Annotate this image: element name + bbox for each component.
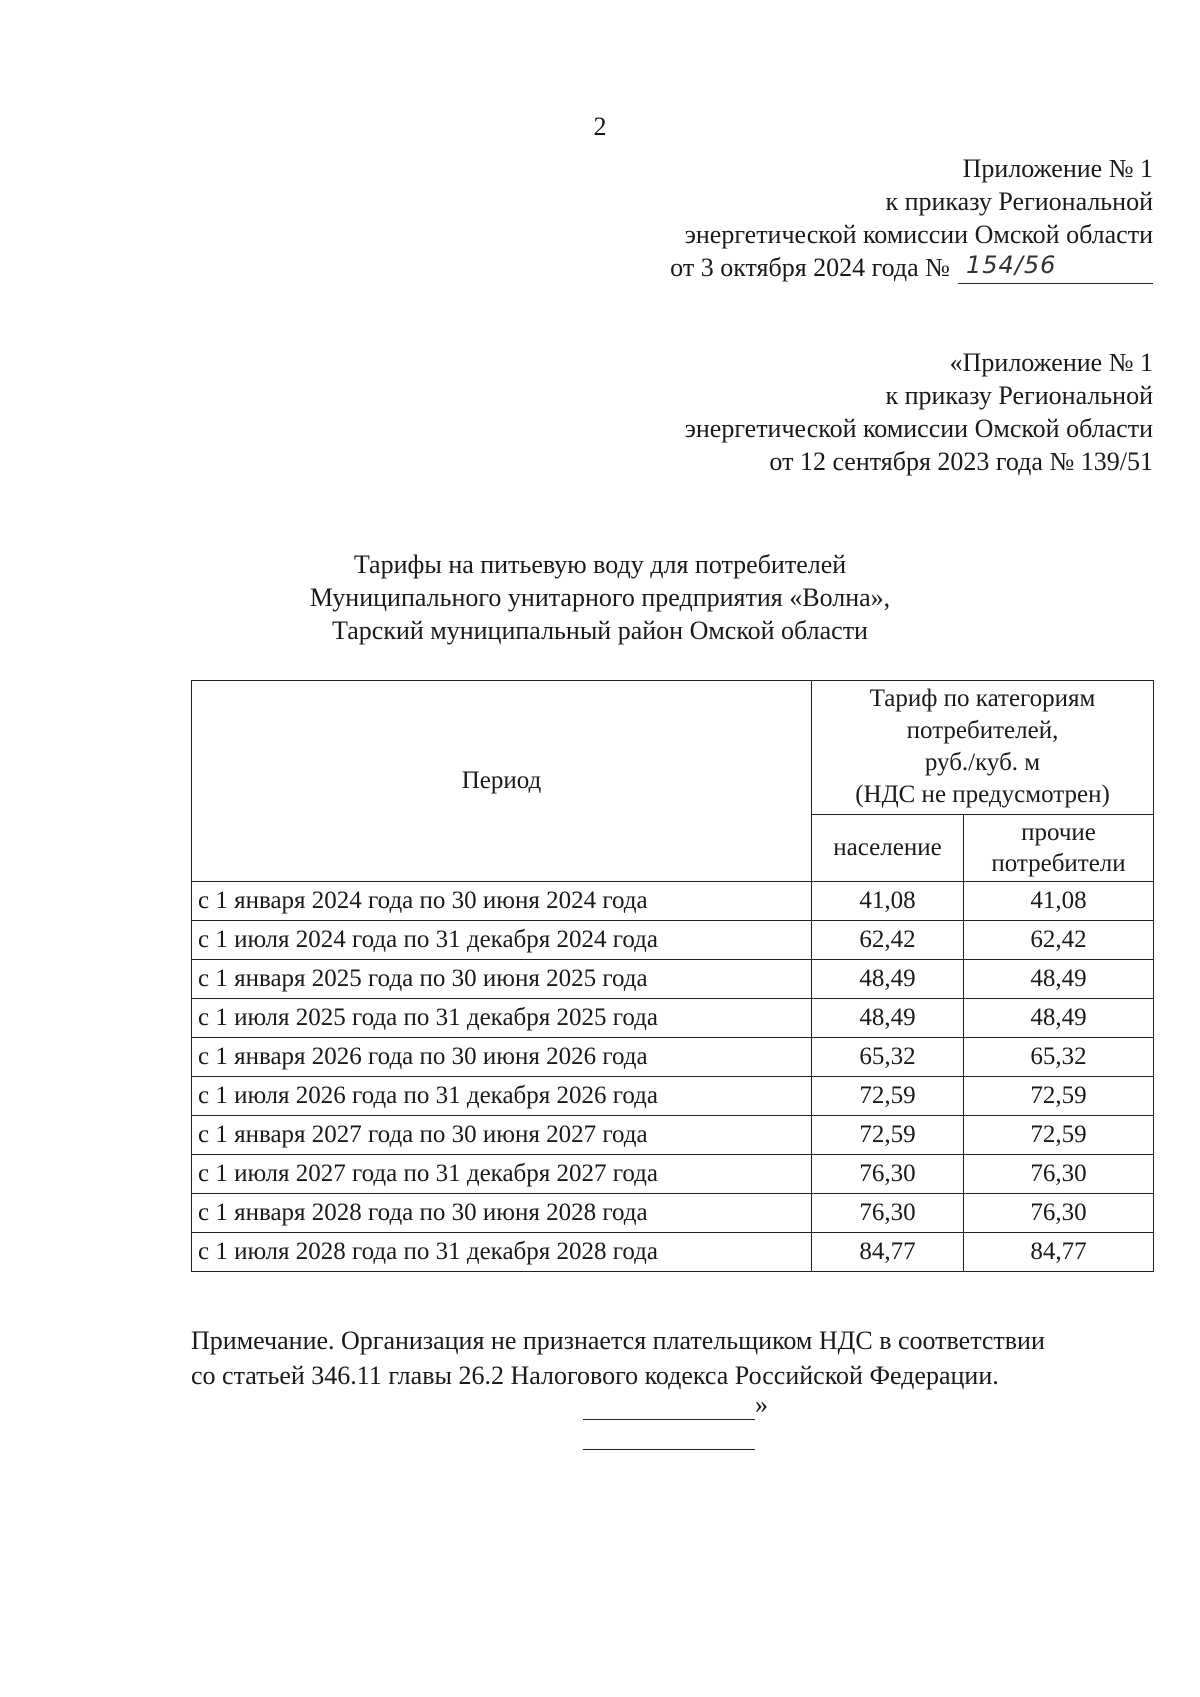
table-row [192,921,1154,960]
row-other-tariff: 72,59 [964,1077,1154,1116]
row-other-tariff: 65,32 [964,1038,1154,1077]
order-number-field [958,253,1153,284]
handwritten-order-number: 154/56 [966,251,1057,279]
title-line-3: Тарский муниципальный район Омской области [332,616,868,645]
table-row [192,960,1154,999]
row-period: с 1 января 2025 года по 30 июня 2025 года [192,960,812,999]
header-other-line-2: потребители [991,849,1126,877]
header-tariff-line-4: (НДС не предусмотрен) [855,781,1110,809]
row-period: с 1 июля 2028 года по 31 декабря 2028 года [192,1233,812,1272]
header-tariff [812,681,1154,815]
table-row [192,999,1154,1038]
row-other-tariff: 76,30 [964,1155,1154,1194]
row-population-tariff: 41,08 [812,882,964,921]
note-paragraph [191,1323,1153,1393]
row-period: с 1 января 2027 года по 30 июня 2027 года [192,1116,812,1155]
header-other-line-1: прочие [1021,818,1096,846]
note-line-1: Примечание. Организация не признается плательщиком НДС в соответствии [191,1326,1045,1355]
tariff-table [191,680,1154,1272]
note-line-2: со статьей 346.11 главы 26.2 Налогового кодекса Российской Федерации. [191,1361,999,1390]
closing-mark [583,1390,768,1420]
prev-appendix-order-date: от 12 сентября 2023 года № 139/51 [769,447,1153,476]
prev-appendix-commission: энергетической комиссии Омской области [684,414,1153,443]
document-title [0,548,1200,647]
appendix-header-previous [685,346,1153,478]
table-row [192,1233,1154,1272]
table-row [192,1194,1154,1233]
row-other-tariff: 41,08 [964,882,1154,921]
row-period: с 1 января 2028 года по 30 июня 2028 года [192,1194,812,1233]
page-number: 2 [593,112,607,141]
appendix-title: Приложение № 1 [962,154,1153,183]
row-population-tariff: 72,59 [812,1116,964,1155]
prev-appendix-title: «Приложение № 1 [949,348,1153,377]
table-row [192,1077,1154,1116]
header-period: Период [192,681,812,882]
row-other-tariff: 62,42 [964,921,1154,960]
end-separator-line [583,1449,755,1450]
row-period: с 1 января 2026 года по 30 июня 2026 года [192,1038,812,1077]
header-tariff-line-1: Тариф по категориям [869,685,1096,713]
row-period: с 1 июля 2024 года по 31 декабря 2024 года [192,921,812,960]
appendix-commission: энергетической комиссии Омской области [684,220,1153,249]
row-period: с 1 июля 2026 года по 31 декабря 2026 года [192,1077,812,1116]
appendix-order-date-line [670,251,1153,284]
table-row [192,882,1154,921]
row-population-tariff: 76,30 [812,1155,964,1194]
prev-appendix-order-ref: к приказу Региональной [885,381,1153,410]
appendix-order-ref: к приказу Региональной [885,187,1153,216]
appendix-header-current [670,152,1153,284]
closing-quote: » [755,1390,768,1419]
header-other-consumers [964,814,1154,881]
row-other-tariff: 84,77 [964,1233,1154,1272]
row-population-tariff: 48,49 [812,999,964,1038]
row-period: с 1 июля 2027 года по 31 декабря 2027 года [192,1155,812,1194]
row-population-tariff: 48,49 [812,960,964,999]
row-other-tariff: 76,30 [964,1194,1154,1233]
row-population-tariff: 84,77 [812,1233,964,1272]
row-population-tariff: 62,42 [812,921,964,960]
header-tariff-line-2: потребителей, [906,717,1059,745]
row-period: с 1 июля 2025 года по 31 декабря 2025 года [192,999,812,1038]
header-population: население [812,814,964,881]
row-other-tariff: 48,49 [964,960,1154,999]
row-population-tariff: 72,59 [812,1077,964,1116]
row-period: с 1 января 2024 года по 30 июня 2024 года [192,882,812,921]
table-row [192,1155,1154,1194]
title-line-1: Тарифы на питьевую воду для потребителей [353,550,847,579]
row-population-tariff: 65,32 [812,1038,964,1077]
table-row [192,1038,1154,1077]
row-other-tariff: 48,49 [964,999,1154,1038]
appendix-order-date: от 3 октября 2024 года № [670,253,950,282]
closing-underline [583,1395,755,1420]
header-tariff-line-3: руб./куб. м [924,749,1041,777]
row-other-tariff: 72,59 [964,1116,1154,1155]
title-line-2: Муниципального унитарного предприятия «Волна», [309,583,891,612]
row-population-tariff: 76,30 [812,1194,964,1233]
table-row [192,1116,1154,1155]
